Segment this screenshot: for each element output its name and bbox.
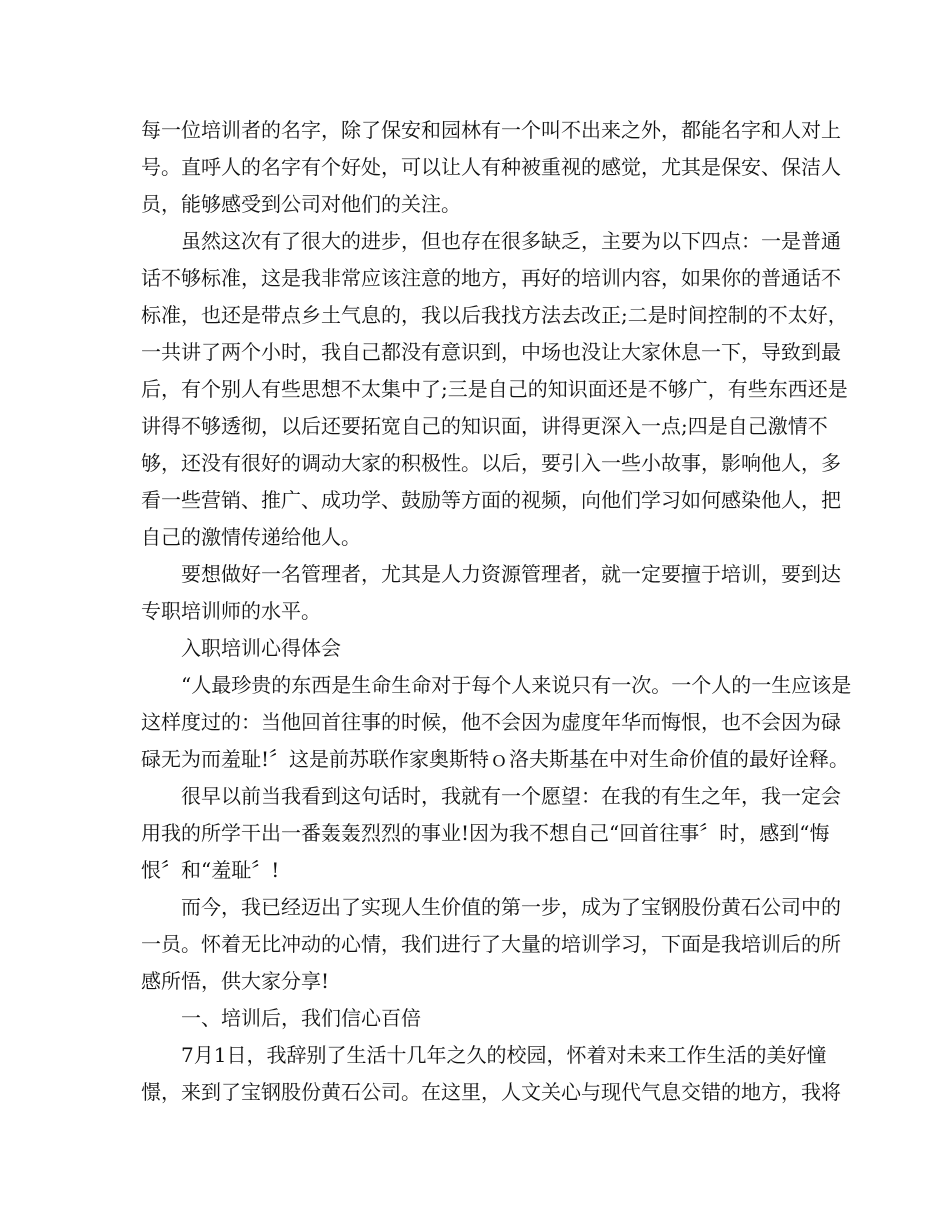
text-line: 讲得不够透彻，以后还要拓宽自己的知识面，讲得更深入一点;四是自己激情不 <box>141 414 828 438</box>
text-line: 这样度过的：当他回首往事的时候，他不会因为虚度年华而悔恨，也不会因为碌 <box>141 710 841 734</box>
text-line: 用我的所学干出一番轰轰烈烈的事业!因为我不想自己“回首往事〞时，感到“悔 <box>141 821 830 845</box>
text-line: 员，能够感受到公司对他们的关注。 <box>141 192 461 216</box>
text-line: 要想做好一名管理者，尤其是人力资源管理者，就一定要擅于培训，要到达 <box>181 562 841 586</box>
body-text <box>141 112 852 1111</box>
text-line: 一共讲了两个小时，我自己都没有意识到，中场也没让大家休息一下，导致到最 <box>141 340 841 364</box>
text-line: 专职培训师的水平。 <box>141 599 321 623</box>
text-line: 后，有个别人有些思想不太集中了;三是自己的知识面还是不够广，有些东西还是 <box>141 377 848 401</box>
text-line: “人最珍贵的东西是生命生命对于每个人来说只有一次。一个人的一生应该是 <box>181 673 852 697</box>
text-line: 自己的激情传递给他人。 <box>141 525 361 549</box>
text-line: 每一位培训者的名字，除了保安和园林有一个叫不出来之外，都能名字和人对上 <box>141 118 841 142</box>
text-line: 话不够标准，这是我非常应该注意的地方，再好的培训内容，如果你的普通话不 <box>141 266 841 290</box>
text-line: 号。直呼人的名字有个好处，可以让人有种被重视的感觉，尤其是保安、保洁人 <box>141 155 841 179</box>
text-line: 憬，来到了宝钢股份黄石公司。在这里，人文关心与现代气息交错的地方，我将 <box>141 1080 841 1104</box>
text-line: 入职培训心得体会 <box>181 636 341 660</box>
text-line: 7月1日，我辞别了生活十几年之久的校园，怀着对未来工作生活的美好憧 <box>181 1043 827 1067</box>
text-line: 感所悟，供大家分享! <box>141 969 330 993</box>
text-line: 够，还没有很好的调动大家的积极性。以后，要引入一些小故事，影响他人，多 <box>141 451 841 475</box>
text-line: 而今，我已经迈出了实现人生价值的第一步，成为了宝钢股份黄石公司中的 <box>181 895 841 919</box>
text-line: 标准，也还是带点乡土气息的，我以后我找方法去改正;二是时间控制的不太好， <box>141 303 848 327</box>
text-line: 碌无为而羞耻!〞这是前苏联作家奥斯特ｏ洛夫斯基在中对生命价值的最好诠释。 <box>141 747 850 771</box>
text-line: 很早以前当我看到这句话时，我就有一个愿望：在我的有生之年，我一定会 <box>181 784 841 808</box>
text-line: 一员。怀着无比冲动的心情，我们进行了大量的培训学习，下面是我培训后的所 <box>141 932 841 956</box>
text-line: 恨〞和“羞耻〞! <box>141 858 280 882</box>
text-line: 看一些营销、推广、成功学、鼓励等方面的视频，向他们学习如何感染他人，把 <box>141 488 841 512</box>
text-line: 虽然这次有了很大的进步，但也存在很多缺乏，主要为以下四点：一是普通 <box>181 229 841 253</box>
text-line: 一、培训后，我们信心百倍 <box>181 1006 421 1030</box>
